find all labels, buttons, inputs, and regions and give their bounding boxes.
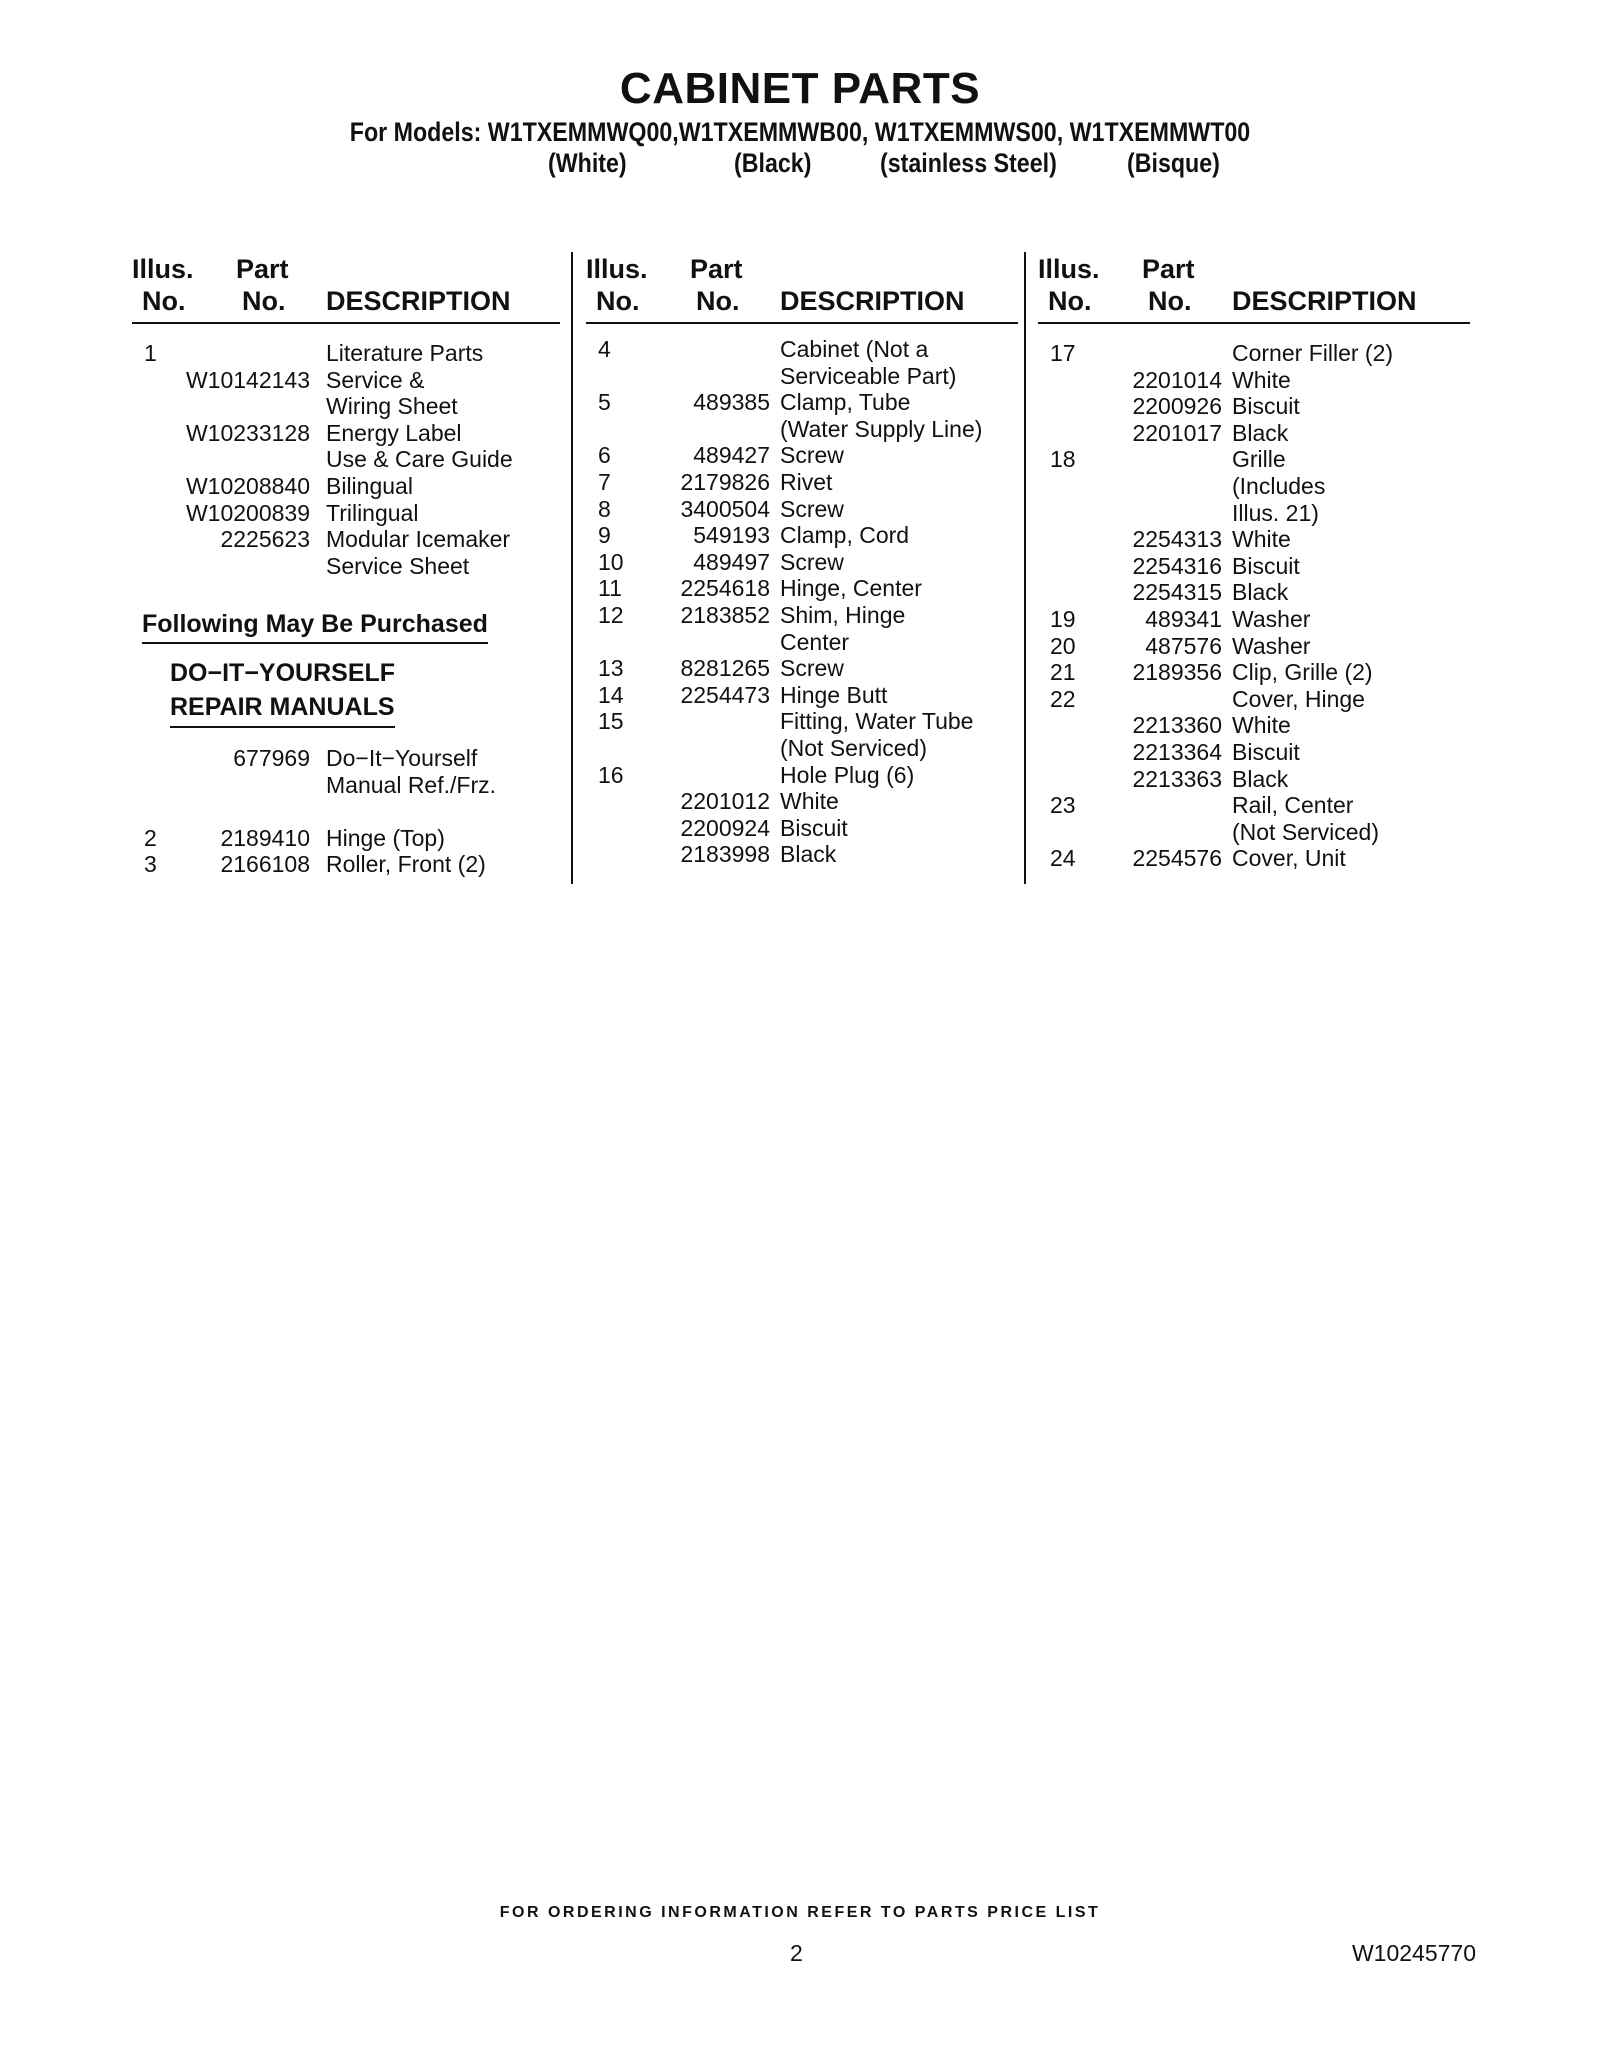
parts-row	[1038, 553, 1470, 579]
part-description: Center	[780, 628, 850, 655]
illus-number: 17	[1050, 340, 1076, 366]
part-description: Screw	[780, 655, 844, 682]
part-number: 2213363	[1132, 765, 1222, 792]
part-number: 2254618	[680, 575, 770, 602]
part-description: Fitting, Water Tube	[780, 708, 974, 735]
parts-row	[1038, 579, 1470, 605]
illus-number: 10	[598, 548, 624, 575]
part-number: 8281265	[680, 655, 770, 682]
part-number: 2200924	[680, 814, 770, 841]
following-heading: Following May Be Purchased	[142, 610, 488, 644]
part-description: Clamp, Tube	[780, 389, 911, 416]
illus-number: 13	[598, 655, 624, 682]
color-bisque: (Bisque)	[1127, 148, 1220, 178]
parts-row	[1038, 712, 1470, 738]
part-description: Clamp, Cord	[780, 522, 910, 549]
part-number: W10200839	[185, 499, 310, 526]
parts-row	[1038, 686, 1470, 712]
parts-row	[586, 602, 1018, 628]
part-description: Biscuit	[1232, 739, 1300, 765]
part-description: Service &	[326, 366, 425, 393]
parts-row	[1038, 633, 1470, 659]
part-description: Energy Label	[326, 419, 462, 446]
part-number: 2201017	[1132, 419, 1222, 446]
part-description: Rail, Center	[1232, 792, 1354, 819]
parts-row	[1038, 393, 1470, 419]
description-header: DESCRIPTION	[1232, 286, 1417, 316]
parts-column-2	[586, 252, 1018, 868]
parts-row	[586, 735, 1018, 761]
part-description: Modular Icemaker	[326, 526, 511, 553]
part-description: Literature Parts	[326, 340, 484, 366]
illus-header-bottom: No.	[1048, 286, 1092, 316]
illus-number: 5	[598, 389, 611, 416]
illus-number: 15	[598, 708, 624, 735]
part-description: Screw	[780, 495, 844, 522]
page-title: CABINET PARTS	[619, 64, 981, 113]
illus-header-bottom: No.	[596, 286, 640, 316]
part-header-top: Part	[690, 254, 743, 284]
parts-row	[132, 851, 560, 877]
part-description: (Includes	[1232, 473, 1326, 499]
part-number: 2183998	[680, 841, 770, 868]
diy-heading	[170, 656, 395, 728]
parts-row	[132, 420, 560, 446]
column-header	[132, 252, 560, 324]
illus-number: 2	[144, 824, 157, 851]
diy-heading-line-2: REPAIR MANUALS	[170, 693, 395, 721]
color-black: (Black)	[734, 148, 812, 178]
part-number: 2201014	[1132, 366, 1222, 393]
illus-number: 8	[598, 495, 611, 522]
parts-row	[586, 522, 1018, 548]
part-header-top: Part	[1142, 254, 1195, 284]
parts-row	[132, 340, 560, 366]
parts-row	[586, 336, 1018, 362]
parts-row	[132, 500, 560, 526]
parts-row	[1038, 473, 1470, 499]
parts-row	[1038, 526, 1470, 552]
part-number: 2213364	[1132, 739, 1222, 765]
part-number: 2189410	[220, 824, 310, 851]
part-number: 2254313	[1132, 526, 1222, 553]
part-description: Biscuit	[780, 814, 848, 841]
illus-number: 3	[144, 851, 157, 878]
parts-row	[1038, 766, 1470, 792]
parts-row	[132, 473, 560, 499]
illus-header-top: Illus.	[1038, 254, 1100, 284]
parts-row	[132, 553, 560, 579]
parts-row	[586, 682, 1018, 708]
parts-row	[586, 629, 1018, 655]
part-header-top: Part	[236, 254, 289, 284]
part-number: 3400504	[680, 495, 770, 522]
part-description: Biscuit	[1232, 393, 1300, 420]
illus-number: 18	[1050, 446, 1076, 473]
part-description: (Not Serviced)	[780, 735, 927, 761]
part-description: Black	[1232, 765, 1289, 792]
part-description: Grille	[1232, 446, 1286, 473]
part-number: 2200926	[1132, 393, 1222, 420]
parts-column-1	[132, 252, 560, 878]
parts-row	[586, 442, 1018, 468]
part-description: Black	[780, 841, 837, 868]
illus-number: 24	[1050, 845, 1076, 872]
part-number: 677969	[233, 745, 310, 771]
part-description: Screw	[780, 442, 844, 469]
parts-row	[586, 363, 1018, 389]
parts-row	[1038, 367, 1470, 393]
part-number: 2254576	[1132, 845, 1222, 872]
column-header	[586, 252, 1018, 324]
part-description: Manual Ref./Frz.	[326, 771, 496, 798]
illus-header-top: Illus.	[132, 254, 194, 284]
part-header-bottom: No.	[696, 286, 740, 316]
part-number: 2254473	[680, 681, 770, 708]
illus-number: 1	[144, 340, 157, 366]
parts-row	[1038, 446, 1470, 472]
part-description: Corner Filler (2)	[1232, 340, 1394, 366]
part-description: Hinge (Top)	[326, 824, 445, 851]
part-description: Serviceable Part)	[780, 362, 957, 389]
description-header: DESCRIPTION	[326, 286, 511, 316]
part-description: Screw	[780, 548, 844, 575]
part-number: 489385	[693, 389, 770, 416]
part-description: White	[1232, 366, 1291, 393]
illus-number: 12	[598, 602, 624, 628]
illus-number: 20	[1050, 632, 1076, 659]
column-divider	[571, 252, 573, 884]
parts-row	[132, 745, 560, 771]
part-description: Black	[1232, 579, 1289, 606]
models-line: For Models: W1TXEMMWQ00,W1TXEMMWB00, W1TXEMMWS00, W1TXEMMWT00	[349, 117, 1251, 147]
part-header-bottom: No.	[242, 286, 286, 316]
parts-row	[132, 393, 560, 419]
illus-number: 23	[1050, 792, 1076, 819]
ordering-info: FOR ORDERING INFORMATION REFER TO PARTS PRICE LIST	[499, 1904, 1101, 1921]
parts-row	[132, 825, 560, 851]
part-description: (Water Supply Line)	[780, 415, 983, 442]
illus-number: 22	[1050, 685, 1076, 712]
part-number: 549193	[693, 522, 770, 549]
part-description: Cover, Hinge	[1232, 685, 1365, 712]
part-number: 2254316	[1132, 552, 1222, 579]
part-number: 2166108	[220, 851, 310, 878]
column-divider	[1024, 252, 1026, 884]
part-description: Hinge Butt	[780, 681, 888, 708]
illus-number: 6	[598, 442, 611, 469]
part-description: Use & Care Guide	[326, 446, 513, 473]
parts-row	[586, 549, 1018, 575]
part-description: Clip, Grille (2)	[1232, 659, 1373, 686]
part-description: Service Sheet	[326, 552, 470, 579]
part-description: White	[780, 788, 839, 815]
part-number: 489497	[693, 548, 770, 575]
color-white: (White)	[548, 148, 627, 178]
part-description: Shim, Hinge	[780, 602, 906, 628]
part-description: Hole Plug (6)	[780, 761, 915, 788]
parts-row	[586, 655, 1018, 681]
part-number: 2201012	[680, 788, 770, 815]
parts-row	[586, 788, 1018, 814]
part-description: Rivet	[780, 469, 833, 495]
part-number: W10233128	[185, 419, 310, 446]
color-stainless: (stainless Steel)	[880, 148, 1057, 178]
parts-row	[1038, 659, 1470, 685]
parts-row	[586, 469, 1018, 495]
document-number: W10245770	[1351, 1940, 1476, 1966]
part-number: 2189356	[1132, 659, 1222, 686]
part-number: W10208840	[185, 473, 310, 499]
part-number: 489427	[693, 442, 770, 469]
part-description: Roller, Front (2)	[326, 851, 486, 878]
parts-column-3	[1038, 252, 1470, 872]
part-number: 2254315	[1132, 579, 1222, 606]
illus-header-bottom: No.	[142, 286, 186, 316]
parts-row	[132, 526, 560, 552]
part-number: 2183852	[680, 602, 770, 628]
parts-row	[586, 496, 1018, 522]
parts-row	[132, 798, 560, 824]
parts-row	[586, 389, 1018, 415]
part-header-bottom: No.	[1148, 286, 1192, 316]
illus-number: 14	[598, 681, 624, 708]
parts-row	[1038, 739, 1470, 765]
part-description: Illus. 21)	[1232, 499, 1319, 526]
part-description: Cover, Unit	[1232, 845, 1346, 872]
part-description: Biscuit	[1232, 552, 1300, 579]
part-description: Bilingual	[326, 473, 413, 499]
parts-row	[1038, 819, 1470, 845]
illus-number: 7	[598, 469, 611, 495]
column-header	[1038, 252, 1470, 324]
illus-number: 19	[1050, 606, 1076, 632]
part-number: 489341	[1145, 606, 1222, 632]
model-colors	[0, 148, 1600, 188]
part-number: 487576	[1145, 632, 1222, 659]
part-number: W10142143	[185, 366, 310, 393]
part-description: Black	[1232, 419, 1289, 446]
parts-row	[1038, 500, 1470, 526]
parts-row	[132, 772, 560, 798]
parts-row	[1038, 606, 1470, 632]
part-description: Washer	[1232, 632, 1311, 659]
illus-number: 4	[598, 336, 611, 362]
part-description: Cabinet (Not a	[780, 336, 929, 362]
parts-row	[132, 367, 560, 393]
part-number: 2179826	[680, 469, 770, 495]
parts-row	[132, 446, 560, 472]
part-number: 2225623	[220, 526, 310, 553]
parts-row	[586, 575, 1018, 601]
part-description: (Not Serviced)	[1232, 818, 1379, 845]
diy-heading-line-1: DO−IT−YOURSELF	[170, 659, 396, 687]
part-description: Wiring Sheet	[326, 393, 458, 420]
parts-row	[586, 841, 1018, 867]
illus-number: 21	[1050, 659, 1076, 686]
illus-header-top: Illus.	[586, 254, 648, 284]
part-description: Hinge, Center	[780, 575, 922, 602]
parts-row	[586, 815, 1018, 841]
part-description: Trilingual	[326, 499, 419, 526]
parts-row	[1038, 845, 1470, 871]
parts-row	[1038, 420, 1470, 446]
parts-row	[586, 708, 1018, 734]
parts-row	[1038, 792, 1470, 818]
part-description: Washer	[1232, 606, 1311, 632]
part-description: White	[1232, 526, 1291, 553]
parts-row	[1038, 340, 1470, 366]
illus-number: 11	[598, 575, 622, 602]
part-description: White	[1232, 712, 1291, 739]
part-description: Do−It−Yourself	[326, 745, 478, 771]
page-number: 2	[790, 1940, 803, 1966]
description-header: DESCRIPTION	[780, 286, 965, 316]
parts-row	[586, 762, 1018, 788]
illus-number: 16	[598, 761, 624, 788]
illus-number: 9	[598, 522, 611, 549]
part-number: 2213360	[1132, 712, 1222, 739]
parts-row	[586, 416, 1018, 442]
